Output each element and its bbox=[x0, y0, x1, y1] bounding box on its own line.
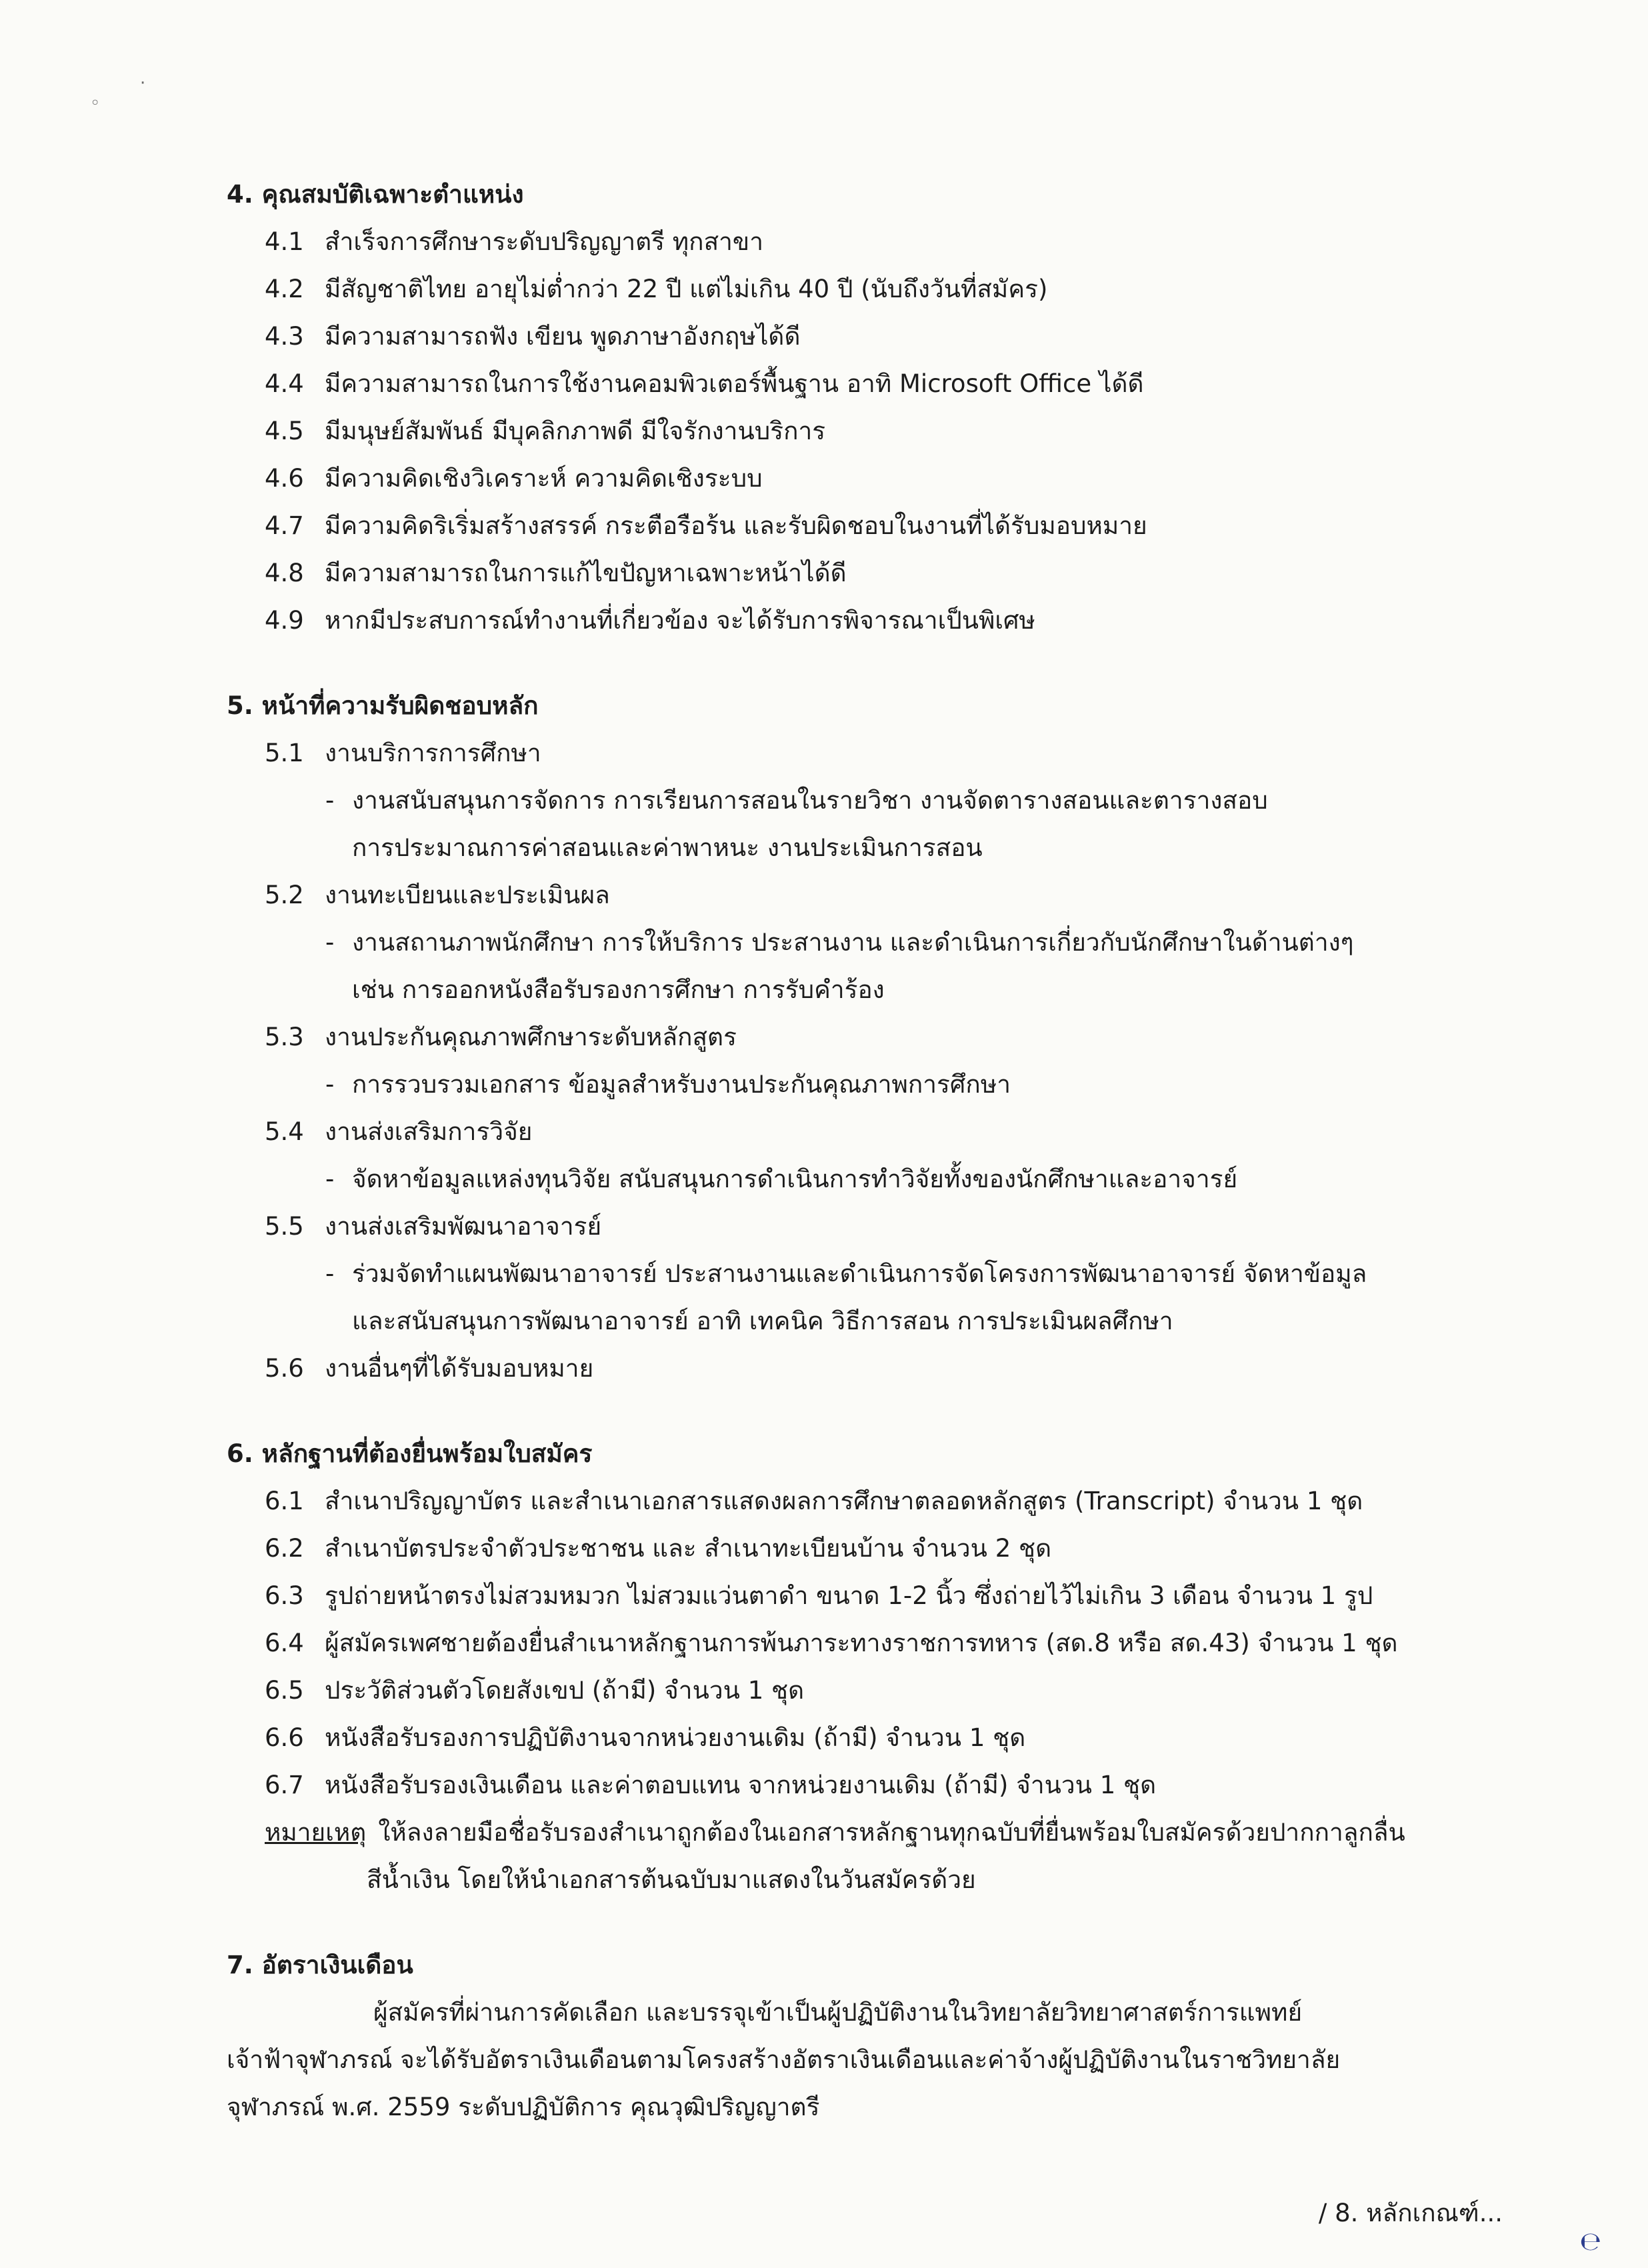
list-item: 4.3 มีความสามารถฟัง เขียน พูดภาษาอังกฤษได้ดี bbox=[265, 322, 801, 351]
section-7-heading: 7. อัตราเงินเดือน bbox=[227, 1951, 413, 1979]
bullet-continuation: การประมาณการค่าสอนและค่าพาหนะ งานประเมินการสอน bbox=[352, 833, 983, 862]
handwritten-mark: ℮ bbox=[1579, 2227, 1601, 2256]
bullet-item: - ร่วมจัดทำแผนพัฒนาอาจารย์ ประสานงานและดำเนินการจัดโครงการพัฒนาอาจารย์ จัดหาข้อมูล bbox=[325, 1259, 1367, 1288]
note-label: หมายเหตุ bbox=[265, 1818, 367, 1847]
bullet-item: - จัดหาข้อมูลแหล่งทุนวิจัย สนับสนุนการดำเนินการทำวิจัยทั้งของนักศึกษาและอาจารย์ bbox=[325, 1165, 1238, 1193]
section-6-heading: 6. หลักฐานที่ต้องยื่นพร้อมใบสมัคร bbox=[227, 1439, 593, 1468]
list-item: 4.6 มีความคิดเชิงวิเคราะห์ ความคิดเชิงระบบ bbox=[265, 464, 763, 493]
list-item: 6.1 สำเนาปริญญาบัตร และสำเนาเอกสารแสดงผลการศึกษาตลอดหลักสูตร (Transcript) จำนวน 1 ชุด bbox=[265, 1487, 1363, 1515]
list-item: 4.7 มีความคิดริเริ่มสร้างสรรค์ กระตือรือร้น และรับผิดชอบในงานที่ได้รับมอบหมาย bbox=[265, 511, 1147, 540]
bullet-item: - การรวบรวมเอกสาร ข้อมูลสำหรับงานประกันคุณภาพการศึกษา bbox=[325, 1070, 1011, 1099]
section-4-heading: 4. คุณสมบัติเฉพาะตำแหน่ง bbox=[227, 180, 524, 209]
bullet-item: - งานสนับสนุนการจัดการ การเรียนการสอนในรายวิชา งานจัดตารางสอนและตารางสอบ bbox=[325, 786, 1268, 815]
list-item: 5.1 งานบริการการศึกษา bbox=[265, 739, 541, 767]
document-body bbox=[227, 171, 1513, 2131]
list-item: 5.2 งานทะเบียนและประเมินผล bbox=[265, 881, 610, 909]
scan-mark: ◦ bbox=[90, 93, 101, 113]
list-item: 4.1 สำเร็จการศึกษาระดับปริญญาตรี ทุกสาขา bbox=[265, 227, 763, 256]
paragraph-line: เจ้าฟ้าจุฬาภรณ์ จะได้รับอัตราเงินเดือนตามโครงสร้างอัตราเงินเดือนและค่าจ้างผู้ปฏิบัติงานในราชวิทยาลัย bbox=[227, 2045, 1341, 2074]
section-5-heading: 5. หน้าที่ความรับผิดชอบหลัก bbox=[227, 691, 539, 720]
list-item: 4.2 มีสัญชาติไทย อายุไม่ต่ำกว่า 22 ปี แต่ไม่เกิน 40 ปี (นับถึงวันที่สมัคร) bbox=[265, 275, 1048, 303]
list-item: 6.5 ประวัติส่วนตัวโดยสังเขป (ถ้ามี) จำนวน 1 ชุด bbox=[265, 1676, 805, 1705]
paragraph-line: ผู้สมัครที่ผ่านการคัดเลือก และบรรจุเข้าเป็นผู้ปฏิบัติงานในวิทยาลัยวิทยาศาสตร์การแพทย์ bbox=[373, 1998, 1303, 2027]
list-item: 6.3 รูปถ่ายหน้าตรงไม่สวมหมวก ไม่สวมแว่นตาดำ ขนาด 1-2 นิ้ว ซึ่งถ่ายไว้ไม่เกิน 3 เดือน จำนวน 1 รูป bbox=[265, 1581, 1373, 1610]
page-continuation-footer: / 8. หลักเกณฑ์... bbox=[1318, 2199, 1503, 2227]
list-item: 6.7 หนังสือรับรองเงินเดือน และค่าตอบแทน จากหน่วยงานเดิม (ถ้ามี) จำนวน 1 ชุด bbox=[265, 1771, 1157, 1799]
bullet-continuation: และสนับสนุนการพัฒนาอาจารย์ อาทิ เทคนิค วิธีการสอน การประเมินผลศึกษา bbox=[352, 1307, 1173, 1335]
paragraph-line: จุฬาภรณ์ พ.ศ. 2559 ระดับปฏิบัติการ คุณวุฒิปริญญาตรี bbox=[227, 2093, 820, 2121]
list-item: 4.5 มีมนุษย์สัมพันธ์ มีบุคลิกภาพดี มีใจรักงานบริการ bbox=[265, 417, 826, 445]
scan-mark: · bbox=[140, 73, 146, 93]
list-item: 6.6 หนังสือรับรองการปฏิบัติงานจากหน่วยงานเดิม (ถ้ามี) จำนวน 1 ชุด bbox=[265, 1723, 1026, 1752]
note bbox=[227, 1809, 1513, 1856]
note-continuation: สีน้ำเงิน โดยให้นำเอกสารต้นฉบับมาแสดงในวันสมัครด้วย bbox=[367, 1865, 976, 1894]
list-item: 5.6 งานอื่นๆที่ได้รับมอบหมาย bbox=[265, 1354, 594, 1383]
list-item: 5.5 งานส่งเสริมพัฒนาอาจารย์ bbox=[265, 1212, 602, 1241]
list-item: 4.8 มีความสามารถในการแก้ไขปัญหาเฉพาะหน้าได้ดี bbox=[265, 559, 847, 587]
list-item: 4.4 มีความสามารถในการใช้งานคอมพิวเตอร์พื้นฐาน อาทิ Microsoft Office ได้ดี bbox=[265, 369, 1144, 398]
list-item: 6.2 สำเนาบัตรประจำตัวประชาชน และ สำเนาทะเบียนบ้าน จำนวน 2 ชุด bbox=[265, 1534, 1052, 1563]
list-item: 4.9 หากมีประสบการณ์ทำงานที่เกี่ยวข้อง จะได้รับการพิจารณาเป็นพิเศษ bbox=[265, 606, 1035, 635]
bullet-item: - งานสถานภาพนักศึกษา การให้บริการ ประสานงาน และดำเนินการเกี่ยวกับนักศึกษาในด้านต่างๆ bbox=[325, 928, 1354, 957]
note-text: ให้ลงลายมือชื่อรับรองสำเนาถูกต้องในเอกสารหลักฐานทุกฉบับที่ยื่นพร้อมใบสมัครด้วยปากกาลูกลื่น bbox=[378, 1818, 1405, 1847]
bullet-continuation: เช่น การออกหนังสือรับรองการศึกษา การรับคำร้อง bbox=[352, 975, 885, 1004]
list-item: 6.4 ผู้สมัครเพศชายต้องยื่นสำเนาหลักฐานการพ้นภาระทางราชการทหาร (สด.8 หรือ สด.43) จำนวน 1 ชุด bbox=[265, 1629, 1398, 1657]
list-item: 5.3 งานประกันคุณภาพศึกษาระดับหลักสูตร bbox=[265, 1023, 737, 1051]
list-item: 5.4 งานส่งเสริมการวิจัย bbox=[265, 1117, 533, 1146]
